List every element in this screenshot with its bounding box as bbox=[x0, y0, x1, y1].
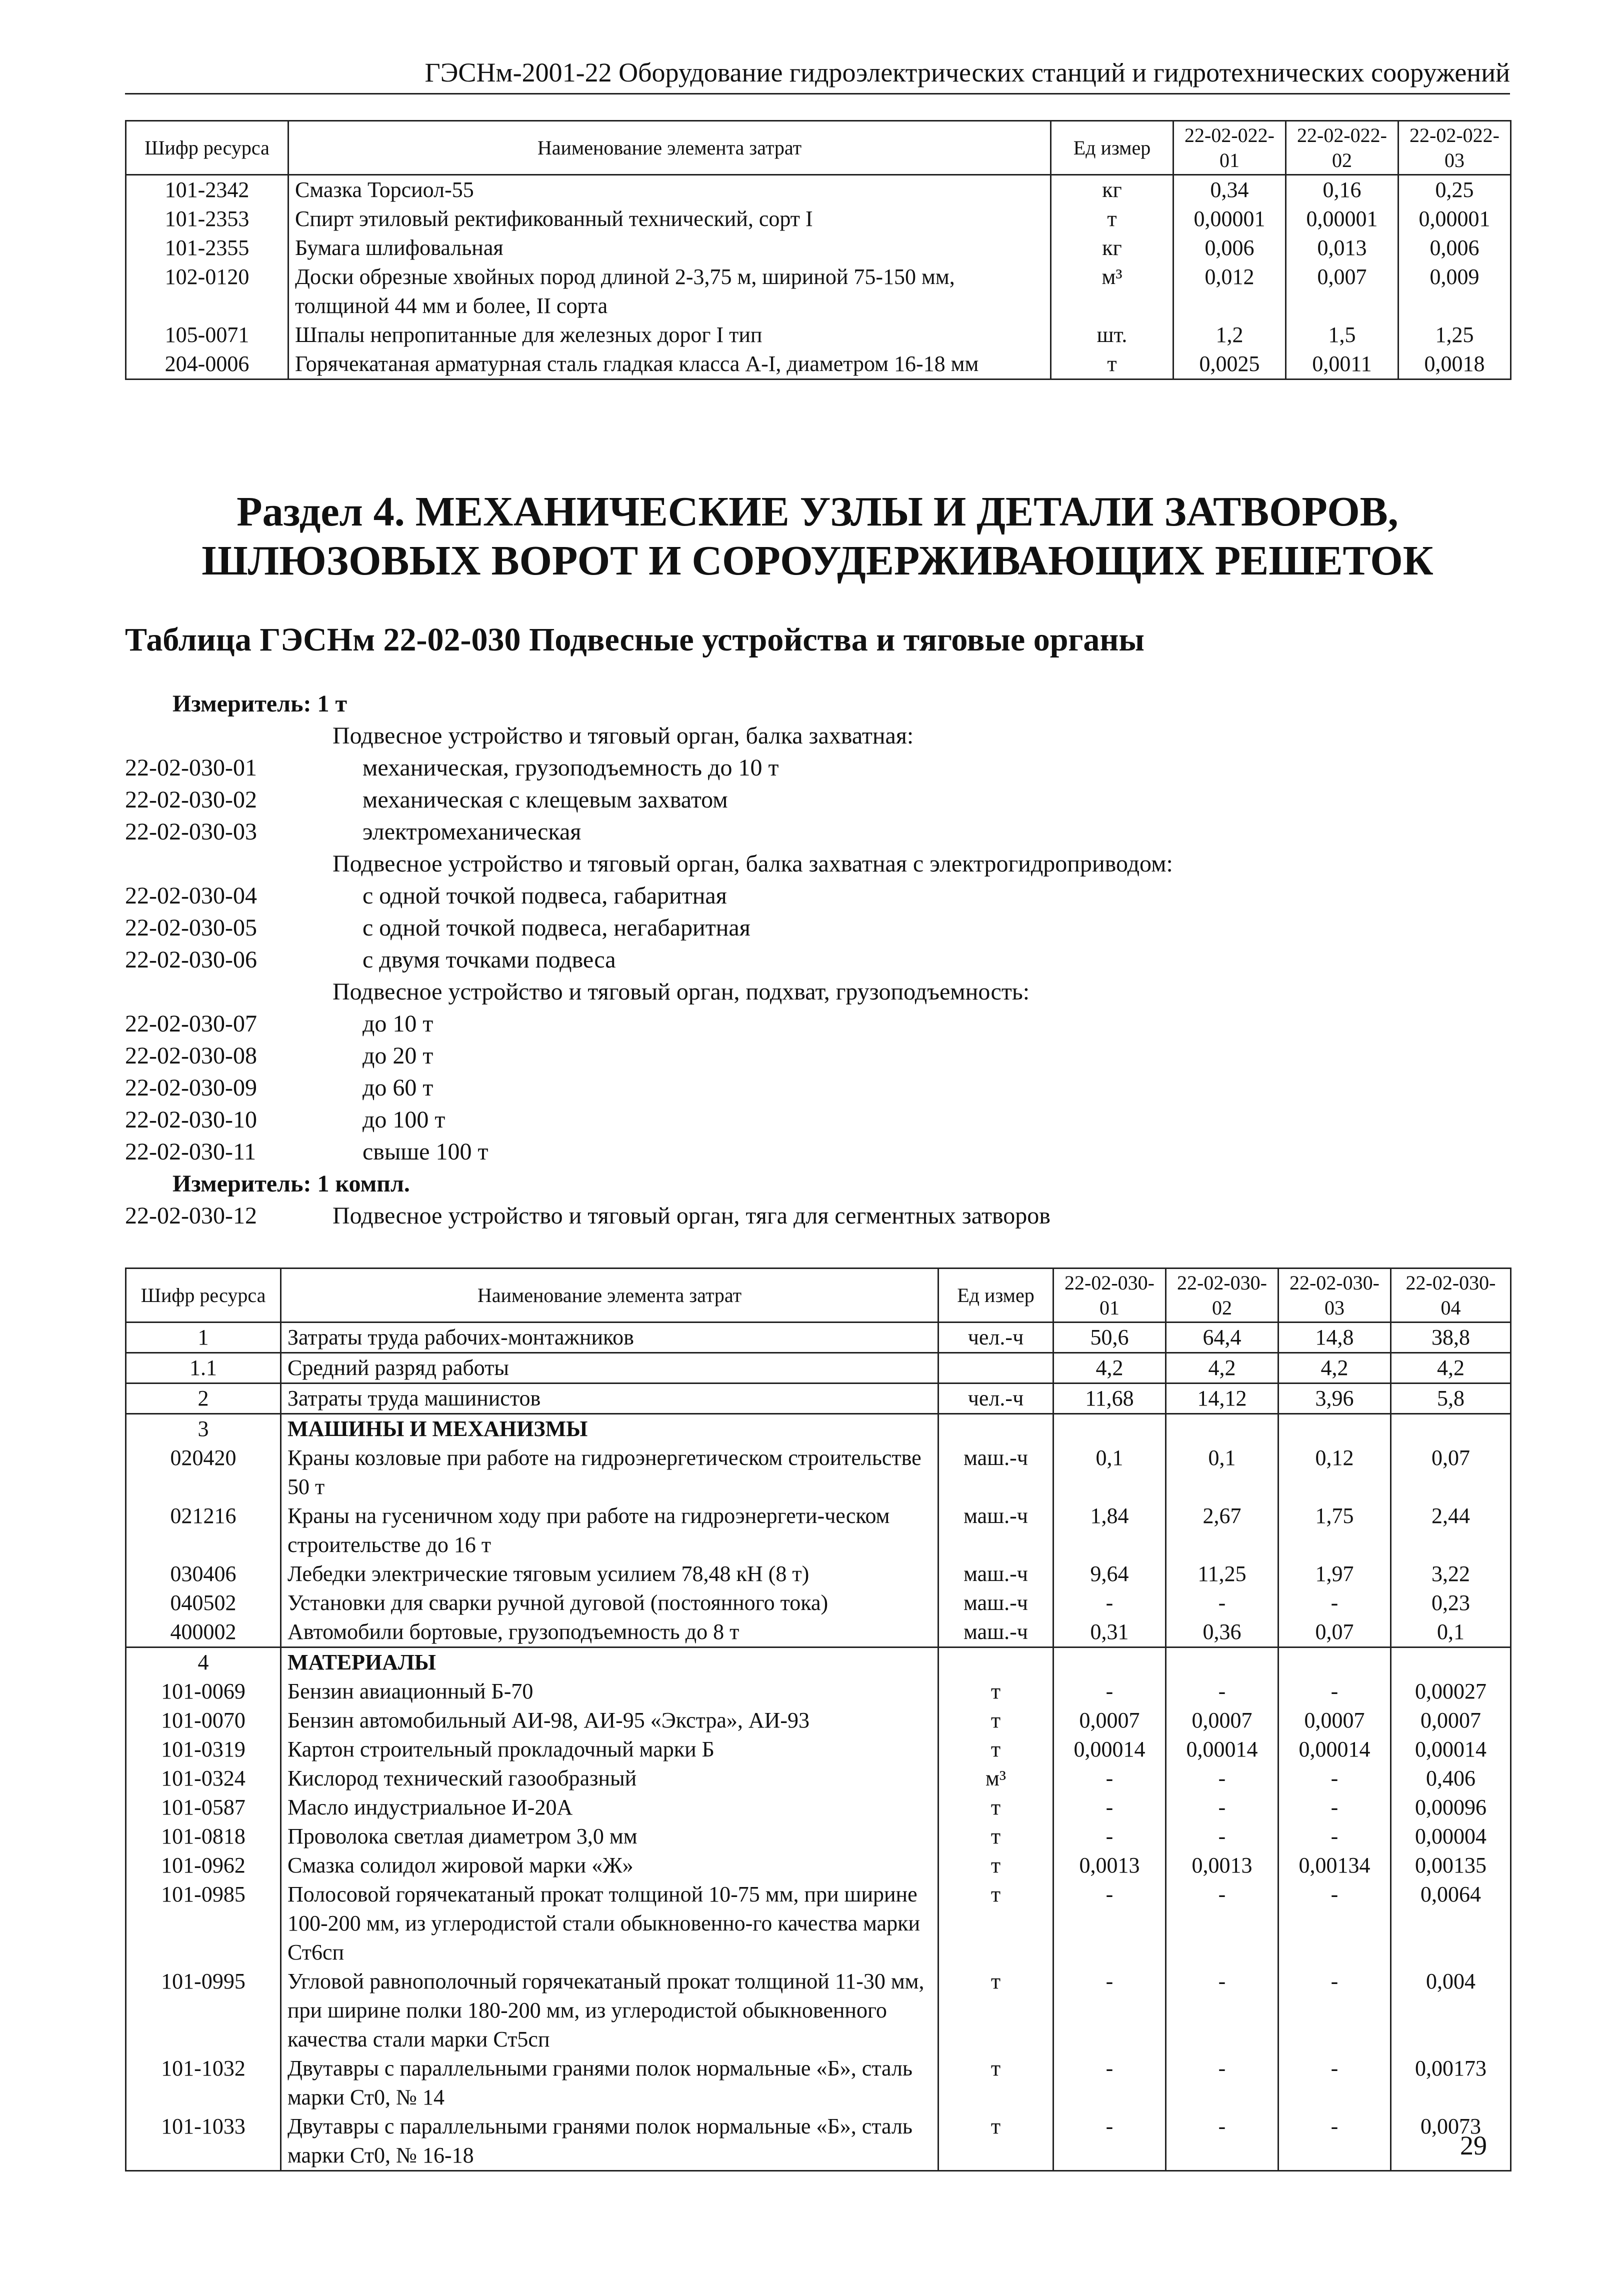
item-code: 22-02-030-04 bbox=[125, 882, 257, 909]
measure-2 bbox=[172, 1168, 410, 1200]
value-col-1: - bbox=[1054, 1588, 1166, 1618]
value-col-2: - bbox=[1166, 1967, 1278, 2054]
value-col-2: - bbox=[1166, 1677, 1278, 1706]
value-col-4: 0,00014 bbox=[1391, 1735, 1511, 1764]
measure-label: Измеритель: bbox=[172, 690, 312, 717]
table-row bbox=[126, 1880, 1511, 1967]
value-col-3: 0,00001 bbox=[1398, 204, 1511, 234]
value-col-2: 0,36 bbox=[1166, 1618, 1278, 1648]
value-col-1: 0,00014 bbox=[1054, 1735, 1166, 1764]
resource-unit: т bbox=[938, 2054, 1054, 2112]
item-text: с двумя точками подвеса bbox=[362, 946, 616, 973]
page-number: 29 bbox=[1460, 2130, 1487, 2160]
value-col-2: 64,4 bbox=[1166, 1322, 1278, 1353]
header-col-3: 22-02-030-03 bbox=[1278, 1268, 1391, 1322]
header-code: Шифр ресурса bbox=[126, 1268, 281, 1322]
value-col-4 bbox=[1391, 1648, 1511, 1678]
resource-name: Средний разряд работы bbox=[281, 1353, 938, 1384]
resource-unit: т bbox=[1051, 204, 1174, 234]
resource-code: 101-0587 bbox=[126, 1793, 281, 1822]
value-col-2: - bbox=[1166, 2054, 1278, 2112]
value-col-3: - bbox=[1278, 1822, 1391, 1851]
resource-unit bbox=[938, 1648, 1054, 1678]
resource-name: Установки для сварки ручной дуговой (постоянного тока) bbox=[281, 1588, 938, 1618]
resource-unit: м³ bbox=[938, 1764, 1054, 1793]
item-text: до 10 т bbox=[362, 1010, 434, 1037]
resource-unit: кг bbox=[1051, 175, 1174, 205]
value-col-4: 0,004 bbox=[1391, 1967, 1511, 2054]
value-col-2: 0,00001 bbox=[1286, 204, 1398, 234]
value-col-3: - bbox=[1278, 1880, 1391, 1967]
value-col-4: 0,00173 bbox=[1391, 2054, 1511, 2112]
resource-code: 2 bbox=[126, 1384, 281, 1414]
value-col-3: 14,8 bbox=[1278, 1322, 1391, 1353]
item-code: 22-02-030-06 bbox=[125, 946, 257, 973]
table-row bbox=[126, 1648, 1511, 1678]
header-name: Наименование элемента затрат bbox=[288, 121, 1051, 175]
resource-code: 020420 bbox=[126, 1444, 281, 1502]
resource-name: МАШИНЫ И МЕХАНИЗМЫ bbox=[281, 1414, 938, 1444]
resource-unit: т bbox=[938, 1967, 1054, 2054]
value-col-1: 0,34 bbox=[1174, 175, 1286, 205]
resource-code: 021216 bbox=[126, 1502, 281, 1560]
value-col-2: 0,0011 bbox=[1286, 350, 1398, 380]
table-row bbox=[126, 1322, 1511, 1353]
item-code: 22-02-030-09 bbox=[125, 1074, 257, 1101]
table-row bbox=[126, 1735, 1511, 1764]
resource-name: Двутавры с параллельными гранями полок нормальные «Б», сталь марки Ст0, № 14 bbox=[281, 2054, 938, 2112]
resource-name: Спирт этиловый ректификованный технический, сорт I bbox=[288, 204, 1051, 234]
value-col-1 bbox=[1054, 1648, 1166, 1678]
resource-code: 204-0006 bbox=[126, 350, 288, 380]
value-col-3: 0,00134 bbox=[1278, 1851, 1391, 1880]
resource-code: 102-0120 bbox=[126, 262, 288, 320]
measure-value: 1 компл. bbox=[317, 1170, 410, 1197]
resource-name: Проволока светлая диаметром 3,0 мм bbox=[281, 1822, 938, 1851]
resource-unit: т bbox=[938, 1822, 1054, 1851]
item-text: Подвесное устройство и тяговый орган, тяга для сегментных затворов bbox=[332, 1202, 1050, 1229]
value-col-1: 9,64 bbox=[1054, 1560, 1166, 1588]
header-code: Шифр ресурса bbox=[126, 121, 288, 175]
resource-code: 030406 bbox=[126, 1560, 281, 1588]
item-code: 22-02-030-05 bbox=[125, 914, 257, 941]
value-col-4: 0,0073 bbox=[1391, 2112, 1511, 2171]
resource-name: Бензин авиационный Б-70 bbox=[281, 1677, 938, 1706]
resource-name: Краны на гусеничном ходу при работе на гидроэнергети-ческом строительстве до 16 т bbox=[281, 1502, 938, 1560]
item-text: механическая, грузоподъемность до 10 т bbox=[362, 754, 779, 781]
item-code: 22-02-030-11 bbox=[125, 1138, 256, 1165]
resource-name: Картон строительный прокладочный марки Б bbox=[281, 1735, 938, 1764]
resource-unit: маш.-ч bbox=[938, 1560, 1054, 1588]
resource-unit: т bbox=[938, 1677, 1054, 1706]
value-col-3: - bbox=[1278, 2054, 1391, 2112]
resource-code: 4 bbox=[126, 1648, 281, 1678]
value-col-4 bbox=[1391, 1414, 1511, 1444]
item-code: 22-02-030-01 bbox=[125, 754, 257, 781]
resource-name: Затраты труда машинистов bbox=[281, 1384, 938, 1414]
value-col-2: 14,12 bbox=[1166, 1384, 1278, 1414]
table-row bbox=[126, 1384, 1511, 1414]
resource-table-030 bbox=[125, 1268, 1512, 2172]
value-col-3: 1,97 bbox=[1278, 1560, 1391, 1588]
value-col-4: 0,00004 bbox=[1391, 1822, 1511, 1851]
value-col-2: 0,013 bbox=[1286, 234, 1398, 262]
header-col-2: 22-02-030-02 bbox=[1166, 1268, 1278, 1322]
resource-unit: т bbox=[938, 1880, 1054, 1967]
running-header: ГЭСНм-2001-22 Оборудование гидроэлектрических станций и гидротехнических сооружений bbox=[125, 55, 1510, 94]
value-col-1: 0,012 bbox=[1174, 262, 1286, 320]
table-row bbox=[126, 1677, 1511, 1706]
item-code: 22-02-030-02 bbox=[125, 786, 257, 813]
value-col-3: 0,25 bbox=[1398, 175, 1511, 205]
resource-unit: маш.-ч bbox=[938, 1588, 1054, 1618]
item-code: 22-02-030-10 bbox=[125, 1106, 257, 1133]
value-col-1: - bbox=[1054, 2112, 1166, 2171]
value-col-3: - bbox=[1278, 1677, 1391, 1706]
resource-unit: т bbox=[938, 2112, 1054, 2171]
table-row bbox=[126, 1502, 1511, 1560]
item-text: до 100 т bbox=[362, 1106, 446, 1133]
value-col-1 bbox=[1054, 1414, 1166, 1444]
value-col-2 bbox=[1166, 1414, 1278, 1444]
item-text: свыше 100 т bbox=[362, 1138, 488, 1165]
resource-name: Доски обрезные хвойных пород длиной 2-3,75 м, шириной 75-150 мм, толщиной 44 мм и более, II сорта bbox=[288, 262, 1051, 320]
resource-unit: чел.-ч bbox=[938, 1322, 1054, 1353]
item-text: механическая с клещевым захватом bbox=[362, 786, 728, 813]
resource-code: 101-1032 bbox=[126, 2054, 281, 2112]
value-col-1: 1,2 bbox=[1174, 320, 1286, 350]
value-col-4: 38,8 bbox=[1391, 1322, 1511, 1353]
value-col-3: 0,006 bbox=[1398, 234, 1511, 262]
resource-unit: т bbox=[938, 1706, 1054, 1735]
resource-name: Двутавры с параллельными гранями полок нормальные «Б», сталь марки Ст0, № 16-18 bbox=[281, 2112, 938, 2171]
value-col-1: - bbox=[1054, 1793, 1166, 1822]
table-row bbox=[126, 1851, 1511, 1880]
group-heading-2: Подвесное устройство и тяговый орган, балка захватная с электрогидроприводом: bbox=[332, 850, 1173, 877]
value-col-4: 0,00096 bbox=[1391, 1793, 1511, 1822]
value-col-3: 0,07 bbox=[1278, 1618, 1391, 1648]
value-col-3: 0,12 bbox=[1278, 1444, 1391, 1502]
value-col-4: 0,0064 bbox=[1391, 1880, 1511, 1967]
measure-1 bbox=[172, 688, 347, 720]
value-col-2: - bbox=[1166, 1764, 1278, 1793]
value-col-4: 0,406 bbox=[1391, 1764, 1511, 1793]
table-row bbox=[126, 2112, 1511, 2171]
resource-unit bbox=[938, 1414, 1054, 1444]
value-col-2: 2,67 bbox=[1166, 1502, 1278, 1560]
resource-name: Краны козловые при работе на гидроэнергетическом строительстве 50 т bbox=[281, 1444, 938, 1502]
value-col-1: - bbox=[1054, 1764, 1166, 1793]
resource-name: Бензин автомобильный АИ-98, АИ-95 «Экстра», АИ-93 bbox=[281, 1706, 938, 1735]
item-code: 22-02-030-07 bbox=[125, 1010, 257, 1037]
resource-unit: кг bbox=[1051, 234, 1174, 262]
table-row bbox=[126, 1764, 1511, 1793]
table-row bbox=[126, 234, 1511, 262]
value-col-1: 0,31 bbox=[1054, 1618, 1166, 1648]
value-col-2: 1,5 bbox=[1286, 320, 1398, 350]
section-title-line2: ШЛЮЗОВЫХ ВОРОТ И СОРОУДЕРЖИВАЮЩИХ РЕШЕТОК bbox=[202, 538, 1434, 584]
item-text: электромеханическая bbox=[362, 818, 582, 845]
value-col-3: - bbox=[1278, 2112, 1391, 2171]
resource-unit: маш.-ч bbox=[938, 1618, 1054, 1648]
resource-name: Затраты труда рабочих-монтажников bbox=[281, 1322, 938, 1353]
resource-code: 101-0962 bbox=[126, 1851, 281, 1880]
measure-value: 1 т bbox=[317, 690, 348, 717]
value-col-4: 0,00135 bbox=[1391, 1851, 1511, 1880]
value-col-2: - bbox=[1166, 1880, 1278, 1967]
table-row bbox=[126, 1353, 1511, 1384]
item-code: 22-02-030-08 bbox=[125, 1042, 257, 1069]
value-col-4: 0,0007 bbox=[1391, 1706, 1511, 1735]
table-row bbox=[126, 204, 1511, 234]
value-col-2: 0,00014 bbox=[1166, 1735, 1278, 1764]
resource-unit: т bbox=[938, 1793, 1054, 1822]
resource-code: 101-0319 bbox=[126, 1735, 281, 1764]
header-col-1: 22-02-030-01 bbox=[1054, 1268, 1166, 1322]
resource-unit: шт. bbox=[1051, 320, 1174, 350]
value-col-4: 0,00027 bbox=[1391, 1677, 1511, 1706]
value-col-4: 0,07 bbox=[1391, 1444, 1511, 1502]
value-col-1: - bbox=[1054, 1822, 1166, 1851]
item-text: до 20 т bbox=[362, 1042, 434, 1069]
group-heading-3: Подвесное устройство и тяговый орган, подхват, грузоподъемность: bbox=[332, 978, 1030, 1005]
resource-name: Угловой равнополочный горячекатаный прокат толщиной 11-30 мм, при ширине полки 180-200 мм, из углеродистой обыкновенного качества стали марки Ст5сп bbox=[281, 1967, 938, 2054]
resource-code: 1 bbox=[126, 1322, 281, 1353]
table-row bbox=[126, 1822, 1511, 1851]
resource-name: Бумага шлифовальная bbox=[288, 234, 1051, 262]
value-col-3: 0,009 bbox=[1398, 262, 1511, 320]
value-col-3: 0,0018 bbox=[1398, 350, 1511, 380]
value-col-2: - bbox=[1166, 1822, 1278, 1851]
header-col-3: 22-02-022-03 bbox=[1398, 121, 1511, 175]
value-col-2 bbox=[1166, 1648, 1278, 1678]
value-col-1: 0,006 bbox=[1174, 234, 1286, 262]
value-col-3: 1,25 bbox=[1398, 320, 1511, 350]
resource-code: 101-2353 bbox=[126, 204, 288, 234]
value-col-2: 11,25 bbox=[1166, 1560, 1278, 1588]
table-row bbox=[126, 2054, 1511, 2112]
value-col-1: - bbox=[1054, 2054, 1166, 2112]
value-col-1: 0,1 bbox=[1054, 1444, 1166, 1502]
table-row bbox=[126, 1414, 1511, 1444]
value-col-4: 3,22 bbox=[1391, 1560, 1511, 1588]
value-col-3: 0,00014 bbox=[1278, 1735, 1391, 1764]
resource-name: Шпалы непропитанные для железных дорог I тип bbox=[288, 320, 1051, 350]
table-row bbox=[126, 1618, 1511, 1648]
resource-unit: м³ bbox=[1051, 262, 1174, 320]
resource-code: 101-0818 bbox=[126, 1822, 281, 1851]
section-title-line1: Раздел 4. МЕХАНИЧЕСКИЕ УЗЛЫ И ДЕТАЛИ ЗАТВОРОВ, bbox=[236, 488, 1398, 535]
resource-code: 040502 bbox=[126, 1588, 281, 1618]
value-col-2: 0,16 bbox=[1286, 175, 1398, 205]
value-col-3: 4,2 bbox=[1278, 1353, 1391, 1384]
value-col-1: 0,0013 bbox=[1054, 1851, 1166, 1880]
resource-code: 101-0070 bbox=[126, 1706, 281, 1735]
resource-code: 1.1 bbox=[126, 1353, 281, 1384]
section-title bbox=[125, 488, 1510, 586]
value-col-2: - bbox=[1166, 2112, 1278, 2171]
resource-unit: т bbox=[938, 1851, 1054, 1880]
value-col-1: - bbox=[1054, 1880, 1166, 1967]
value-col-3: - bbox=[1278, 1793, 1391, 1822]
value-col-3 bbox=[1278, 1648, 1391, 1678]
resource-unit: маш.-ч bbox=[938, 1502, 1054, 1560]
value-col-4: 5,8 bbox=[1391, 1384, 1511, 1414]
resource-table-022 bbox=[125, 120, 1512, 380]
value-col-4: 0,1 bbox=[1391, 1618, 1511, 1648]
value-col-3: 3,96 bbox=[1278, 1384, 1391, 1414]
resource-name: Автомобили бортовые, грузоподъемность до 8 т bbox=[281, 1618, 938, 1648]
resource-unit bbox=[938, 1353, 1054, 1384]
value-col-1: 0,00001 bbox=[1174, 204, 1286, 234]
table-title: Таблица ГЭСНм 22-02-030 Подвесные устройства и тяговые органы bbox=[125, 622, 1144, 658]
header-col-4: 22-02-030-04 bbox=[1391, 1268, 1511, 1322]
resource-name: Горячекатаная арматурная сталь гладкая класса А-I, диаметром 16-18 мм bbox=[288, 350, 1051, 380]
resource-code: 400002 bbox=[126, 1618, 281, 1648]
item-text: с одной точкой подвеса, габаритная bbox=[362, 882, 727, 909]
header-col-1: 22-02-022-01 bbox=[1174, 121, 1286, 175]
value-col-2: 4,2 bbox=[1166, 1353, 1278, 1384]
resource-code: 101-0324 bbox=[126, 1764, 281, 1793]
resource-code: 105-0071 bbox=[126, 320, 288, 350]
value-col-2: - bbox=[1166, 1793, 1278, 1822]
value-col-1: 50,6 bbox=[1054, 1322, 1166, 1353]
table-row bbox=[126, 1967, 1511, 2054]
resource-unit: маш.-ч bbox=[938, 1444, 1054, 1502]
item-code: 22-02-030-12 bbox=[125, 1202, 257, 1229]
table1-body bbox=[126, 175, 1511, 380]
resource-name: Масло индустриальное И-20А bbox=[281, 1793, 938, 1822]
item-code: 22-02-030-03 bbox=[125, 818, 257, 845]
table-row bbox=[126, 1793, 1511, 1822]
resource-name: Полосовой горячекатаный прокат толщиной 10-75 мм, при ширине 100-200 мм, из углеродистой стали обыкновенно-го качества марки Ст6сп bbox=[281, 1880, 938, 1967]
value-col-2: 0,0013 bbox=[1166, 1851, 1278, 1880]
value-col-4: 2,44 bbox=[1391, 1502, 1511, 1560]
resource-code: 3 bbox=[126, 1414, 281, 1444]
value-col-1: - bbox=[1054, 1677, 1166, 1706]
table-row bbox=[126, 320, 1511, 350]
measure-label: Измеритель: bbox=[172, 1170, 312, 1197]
item-text: до 60 т bbox=[362, 1074, 434, 1101]
value-col-4: 4,2 bbox=[1391, 1353, 1511, 1384]
value-col-1: - bbox=[1054, 1967, 1166, 2054]
resource-name: МАТЕРИАЛЫ bbox=[281, 1648, 938, 1678]
value-col-1: 11,68 bbox=[1054, 1384, 1166, 1414]
value-col-3: 0,0007 bbox=[1278, 1706, 1391, 1735]
resource-name: Лебедки электрические тяговым усилием 78,48 кН (8 т) bbox=[281, 1560, 938, 1588]
item-text: с одной точкой подвеса, негабаритная bbox=[362, 914, 750, 941]
table-row bbox=[126, 350, 1511, 380]
resource-code: 101-0985 bbox=[126, 1880, 281, 1967]
value-col-1: 4,2 bbox=[1054, 1353, 1166, 1384]
value-col-4: 0,23 bbox=[1391, 1588, 1511, 1618]
header-col-2: 22-02-022-02 bbox=[1286, 121, 1398, 175]
header-unit: Ед измер bbox=[1051, 121, 1174, 175]
table-row bbox=[126, 1560, 1511, 1588]
value-col-2: 0,007 bbox=[1286, 262, 1398, 320]
table2-body bbox=[126, 1322, 1511, 2171]
resource-unit: чел.-ч bbox=[938, 1384, 1054, 1414]
value-col-1: 0,0025 bbox=[1174, 350, 1286, 380]
table-row bbox=[126, 1444, 1511, 1502]
value-col-3: - bbox=[1278, 1967, 1391, 2054]
header-unit: Ед измер bbox=[938, 1268, 1054, 1322]
resource-unit: т bbox=[1051, 350, 1174, 380]
resource-code: 101-2342 bbox=[126, 175, 288, 205]
table-row bbox=[126, 262, 1511, 320]
value-col-2: - bbox=[1166, 1588, 1278, 1618]
value-col-1: 1,84 bbox=[1054, 1502, 1166, 1560]
table-row bbox=[126, 1588, 1511, 1618]
resource-name: Смазка солидол жировой марки «Ж» bbox=[281, 1851, 938, 1880]
resource-name: Смазка Торсиол-55 bbox=[288, 175, 1051, 205]
value-col-3 bbox=[1278, 1414, 1391, 1444]
group-heading-1: Подвесное устройство и тяговый орган, балка захватная: bbox=[332, 722, 914, 749]
resource-code: 101-0995 bbox=[126, 1967, 281, 2054]
value-col-1: 0,0007 bbox=[1054, 1706, 1166, 1735]
value-col-2: 0,1 bbox=[1166, 1444, 1278, 1502]
value-col-3: 1,75 bbox=[1278, 1502, 1391, 1560]
resource-unit: т bbox=[938, 1735, 1054, 1764]
resource-code: 101-2355 bbox=[126, 234, 288, 262]
value-col-3: - bbox=[1278, 1764, 1391, 1793]
resource-code: 101-1033 bbox=[126, 2112, 281, 2171]
table-row bbox=[126, 175, 1511, 205]
table-row bbox=[126, 1706, 1511, 1735]
resource-name: Кислород технический газообразный bbox=[281, 1764, 938, 1793]
resource-code: 101-0069 bbox=[126, 1677, 281, 1706]
header-name: Наименование элемента затрат bbox=[281, 1268, 938, 1322]
value-col-3: - bbox=[1278, 1588, 1391, 1618]
value-col-2: 0,0007 bbox=[1166, 1706, 1278, 1735]
